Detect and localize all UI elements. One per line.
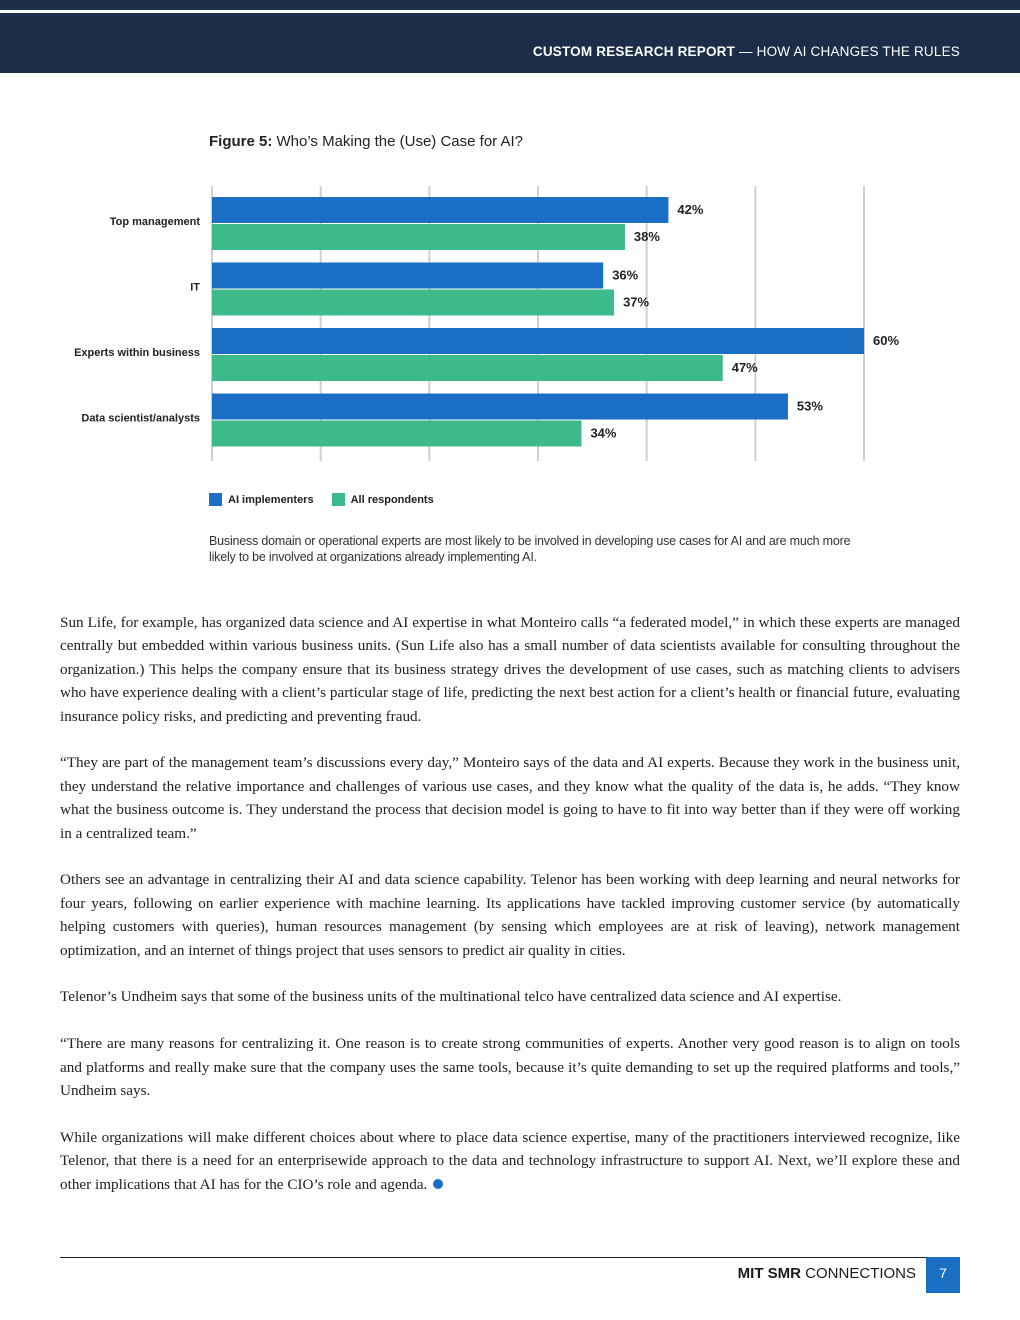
body-paragraph: Others see an advantage in centralizing their AI and data science capability. Telenor has been working with deep learning and neural networks for four years, following on earlier experience with machine learning. Its applications have tackled improving customer service (by automatically helping customers with queries), human resources management (by sensing which employees are at risk of leaving), network management optimization, and an internet of things project that uses sensors to predict air quality in cities.	[60, 871, 960, 959]
bar-all-respondents	[212, 421, 581, 447]
category-label: Experts within business	[74, 347, 200, 359]
legend-label-ai-implementers: AI implementers	[228, 493, 314, 506]
body-paragraph: “They are part of the management team’s discussions every day,” Monteiro says of the data and AI experts. Because they work in the business unit, they understand the relative importance and challenges of various use cases, and they know what the quality of the data is, he adds. “They know what the business outcome is. They understand the process that decision model is going to have to fit into way better than if they were off working in a centralized team.”	[60, 754, 960, 842]
legend-item-ai-implementers	[209, 493, 314, 506]
bar-chart	[0, 180, 1020, 470]
header-separator: —	[735, 44, 757, 59]
bar-ai-implementers	[212, 263, 603, 289]
bar-ai-implementers	[212, 328, 864, 354]
header-rule	[0, 10, 1020, 13]
footer-brand-suffix: CONNECTIONS	[800, 1265, 916, 1282]
data-label: 60%	[873, 333, 900, 348]
bar-all-respondents	[212, 224, 625, 250]
bar-ai-implementers	[212, 394, 788, 420]
legend-swatch-ai-implementers	[209, 493, 222, 506]
article-body	[60, 611, 960, 1219]
footer-brand-name: MIT SMR	[737, 1265, 801, 1282]
page-number: 7	[926, 1257, 960, 1293]
legend-item-all-respondents	[332, 493, 434, 506]
body-paragraph-text: While organizations will make different choices about where to place data science expertise, many of the practitioners interviewed recognize, like Telenor, that there is a need for an enterprisewide approach to the data and technology infrastructure to support AI. Next, we’ll explore these and other implications that AI has for the CIO’s role and agenda.	[60, 1128, 960, 1193]
data-label: 47%	[731, 360, 758, 375]
body-paragraph: “There are many reasons for centralizing it. One reason is to create strong communities of experts. Another very good reason is to align on tools and platforms and really make sure that the company uses the same tools, because it’s quite demanding to set up the required platforms and tools,” Undheim says.	[60, 1035, 960, 1100]
bar-all-respondents	[212, 355, 723, 381]
footer-rule	[60, 1257, 960, 1258]
body-paragraph: Telenor’s Undheim says that some of the business units of the multinational telco have centralized data science and AI expertise.	[60, 988, 842, 1006]
data-label: 36%	[612, 267, 639, 283]
figure-number: Figure 5:	[209, 133, 273, 150]
bar-all-respondents	[212, 290, 614, 316]
legend-label-all-respondents: All respondents	[350, 493, 434, 506]
figure-title	[209, 133, 523, 150]
figure-title-text: Who’s Making the (Use) Case for AI?	[276, 133, 524, 150]
data-label: 34%	[590, 425, 617, 441]
running-header	[533, 44, 960, 59]
end-mark-icon	[433, 1179, 443, 1189]
header-band	[0, 0, 1020, 73]
report-label: CUSTOM RESEARCH REPORT	[532, 44, 736, 59]
data-label: 42%	[677, 202, 704, 217]
data-label: 38%	[633, 229, 660, 244]
chart-legend	[209, 493, 434, 506]
category-label: Top management	[109, 216, 200, 228]
report-title: HOW AI CHANGES THE RULES	[756, 44, 960, 59]
body-paragraph-last	[60, 1126, 960, 1196]
category-label: Data scientist/analysts	[81, 412, 200, 425]
bar-ai-implementers	[212, 197, 668, 223]
category-label: IT	[190, 281, 200, 294]
footer-brand	[738, 1265, 916, 1282]
data-label: 53%	[796, 398, 823, 414]
figure-caption: Business domain or operational experts are most likely to be involved in developing use cases for AI and are much more likely to be involved at organizations already implementing AI.	[209, 534, 851, 564]
body-paragraph: Sun Life, for example, has organized data science and AI expertise in what Monteiro calls “a federated model,” in which these experts are managed centrally but embedded within various business units. (Sun Life also has a small number of data scientists available for consulting throughout the organization.) This helps the company ensure that its business strategy drives the development of use cases, such as matching clients to advisers who have experience dealing with a client’s particular stage of life, predicting the next best action for a client’s health or financial future, evaluating insurance policy risks, and predicting and preventing fraud.	[60, 614, 960, 725]
data-label: 37%	[623, 294, 650, 310]
legend-swatch-all-respondents	[332, 493, 345, 506]
